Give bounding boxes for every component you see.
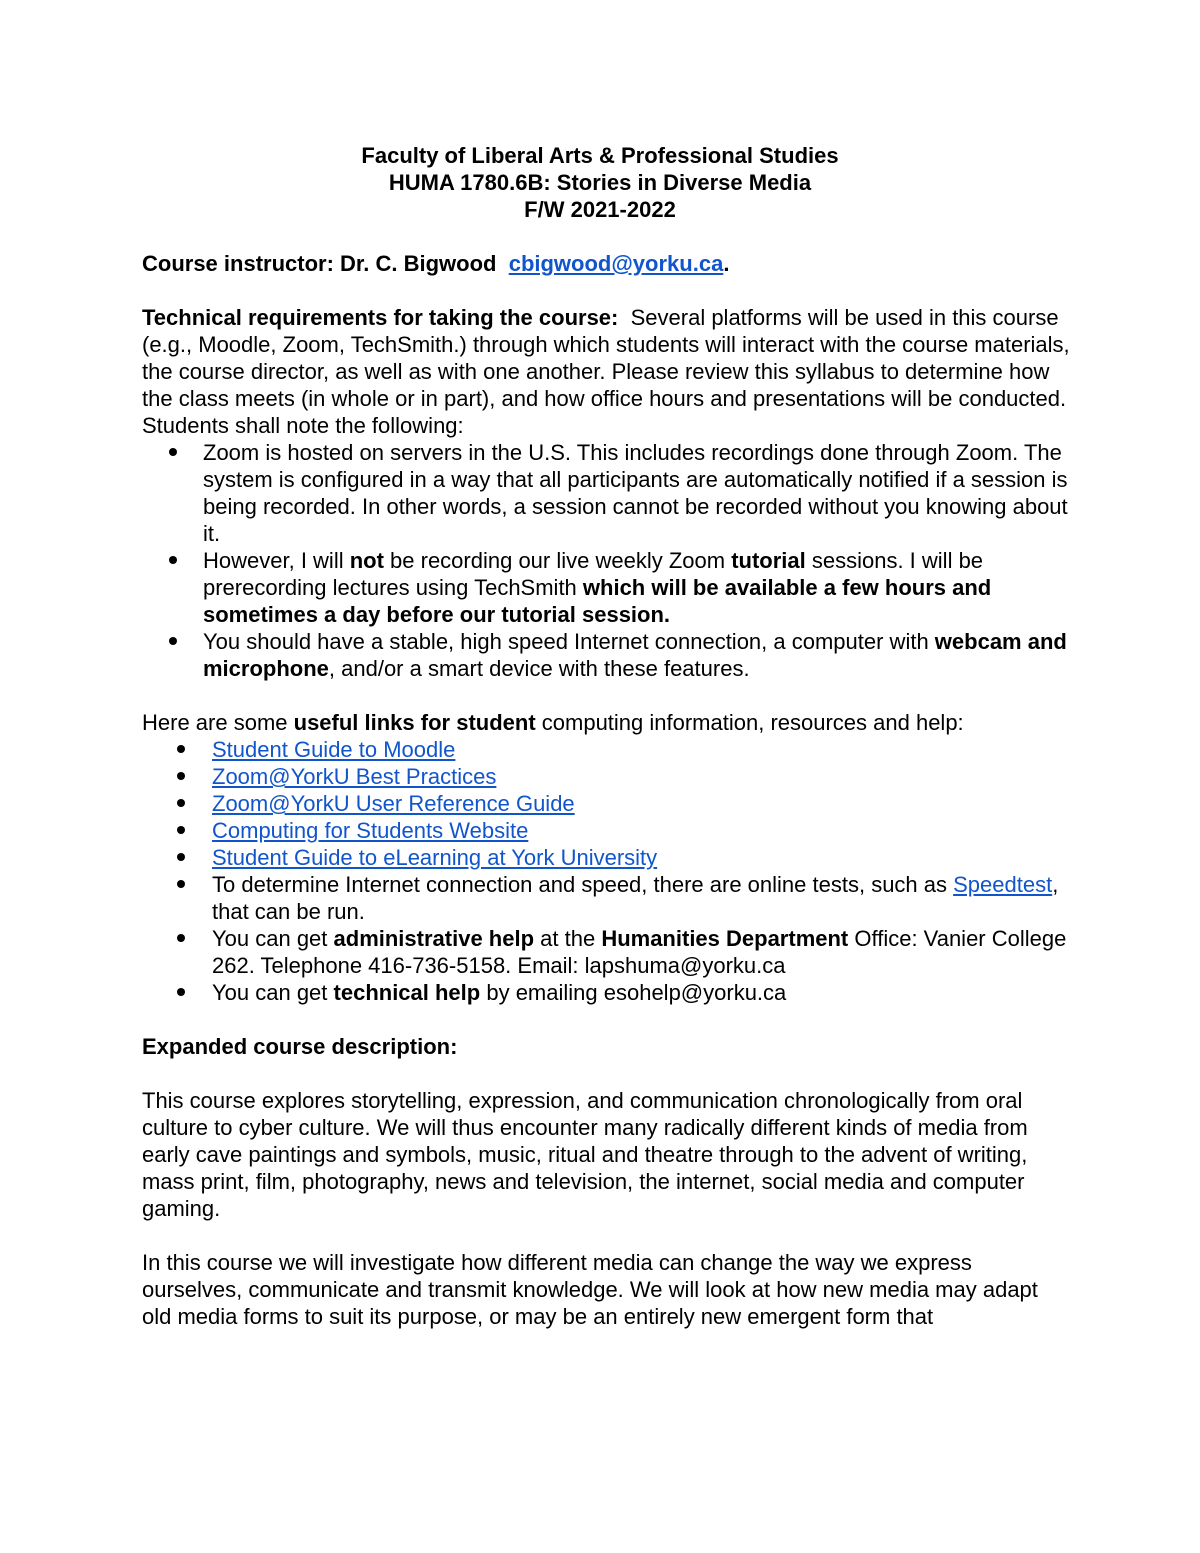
document-body [142,142,1072,1330]
list-item [142,628,1072,682]
instructor-label: Course instructor: Dr. C. Bigwood [142,251,497,276]
list-item [142,871,1072,925]
links-intro-text: Here are some [142,710,294,735]
tech-bullet-1: Zoom is hosted on servers in the U.S. This includes recordings done through Zoom. The system is configured in a way that all participants are automatically notified if a session is being recorded. In other words, a session cannot be recorded without you knowing about it. [203,440,1068,546]
list-item [142,547,1072,628]
tech-help-bold: technical help [333,980,481,1005]
tech-help-text: You can get [212,980,334,1005]
instructor-period: . [723,251,730,276]
list-item [142,763,1072,790]
tech-bullet-3-text: You should have a stable, high speed Internet connection, a computer with [203,629,935,654]
course-title: HUMA 1780.6B: Stories in Diverse Media [388,170,812,195]
tech-bullet-2-text: However, I will [203,548,350,573]
expanded-paragraph-1: This course explores storytelling, expression, and communication chronologically from oral culture to cyber culture. We will thus encounter many radically different kinds of media from early cave paintings and symbols, music, ritual and theatre through to the advent of writing, mass print, film, photography, news and television, the internet, social media and computer gaming. [142,1088,1028,1221]
tech-help-text: by emailing esohelp@yorku.ca [480,980,787,1005]
links-intro [142,709,1072,736]
list-item [142,736,1072,763]
tech-bullet-2-bold: tutorial [731,548,806,573]
tech-note: Students shall note the following: [142,413,464,438]
admin-help-text: Office: Vanier College 262. Telephone 416-736-5158. Email: lapshuma@yorku.ca [212,926,1067,978]
moodle-guide-link[interactable]: Student Guide to Moodle [212,737,456,762]
links-list [142,736,1072,1006]
instructor-email-link[interactable]: cbigwood@yorku.ca [508,251,724,276]
tech-bullet-2-text: be recording our live weekly Zoom [383,548,732,573]
course-term: F/W 2021-2022 [524,197,676,222]
tech-paragraph [142,304,1072,412]
tech-heading: Technical requirements for taking the course: [142,305,619,330]
expanded-paragraph-2: In this course we will investigate how different media can change the way we express ourselves, communicate and transmit knowledge. We will look at how new media may adapt old media forms to suit its purpose, or may be an entirely new emergent form that [142,1250,1038,1329]
list-item [142,439,1072,547]
expanded-heading [142,1033,1072,1060]
links-intro-text: computing information, resources and help: [535,710,964,735]
list-item [142,925,1072,979]
admin-help-bold: administrative help [333,926,535,951]
tech-bullet-2-bold: which will be available a few hours and sometimes a day before our tutorial session. [203,575,992,627]
list-item [142,844,1072,871]
speedtest-text: To determine Internet connection and speed, there are online tests, such as [212,872,954,897]
list-item [142,790,1072,817]
tech-bullet-2-bold: not [349,548,384,573]
tech-bullet-3-bold: webcam and microphone [203,629,1067,681]
computing-students-link[interactable]: Computing for Students Website [212,818,529,843]
admin-help-bold: Humanities Department [601,926,849,951]
zoom-best-practices-link[interactable]: Zoom@YorkU Best Practices [212,764,497,789]
instructor-line [142,250,1072,277]
speedtest-link[interactable]: Speedtest [953,872,1053,897]
tech-bullet-2-text: sessions. I will be prerecording lectures using TechSmith [203,548,984,600]
elearning-guide-link[interactable]: Student Guide to eLearning at York University [212,845,658,870]
tech-intro: Several platforms will be used in this course (e.g., Moodle, Zoom, TechSmith.) through which students will interact with the course materials, the course director, as well as with one another. Please review this syllabus to determine how the class meets (in whole or in part), and how office hours and presentations will be conducted. [142,305,1070,411]
list-item [142,817,1072,844]
tech-bullet-list [142,439,1072,682]
admin-help-text: You can get [212,926,334,951]
list-item [142,979,1072,1006]
links-intro-bold: useful links for student [293,710,536,735]
expanded-heading-text: Expanded course description: [142,1034,458,1059]
tech-bullet-3-text: , and/or a smart device with these features. [328,656,750,681]
faculty-title: Faculty of Liberal Arts & Professional Studies [361,143,839,168]
admin-help-text: at the [534,926,602,951]
zoom-reference-guide-link[interactable]: Zoom@YorkU User Reference Guide [212,791,575,816]
document-header [0,142,1200,223]
speedtest-text: , that can be run. [212,872,1059,924]
